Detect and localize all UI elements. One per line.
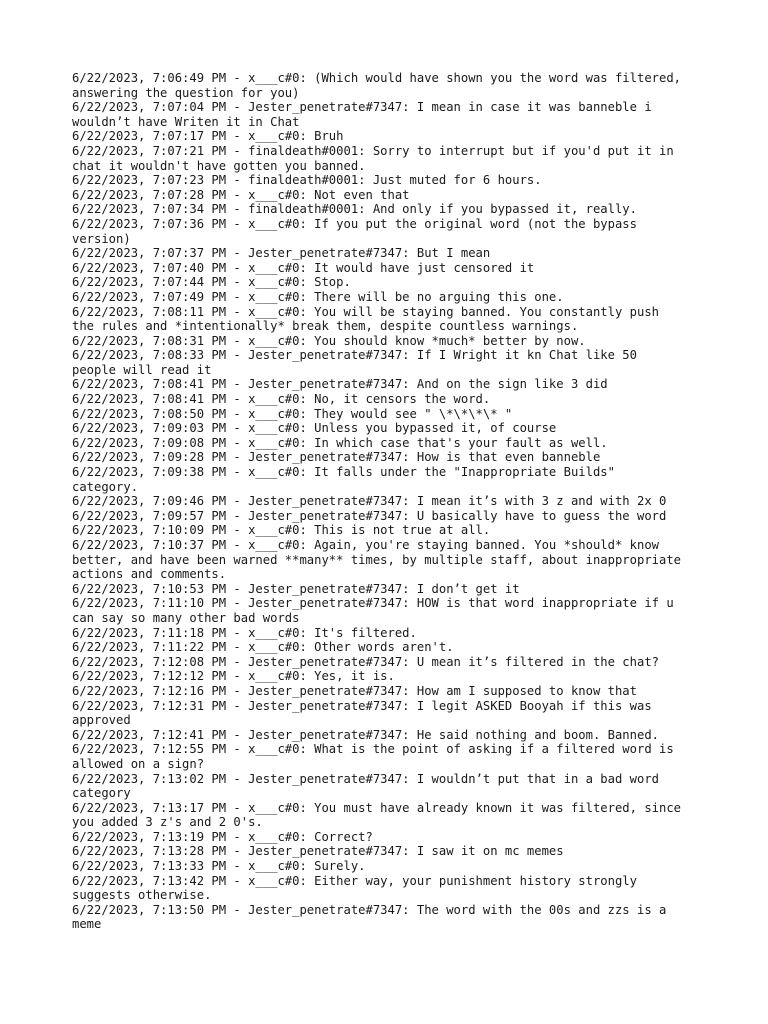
log-line: 6/22/2023, 7:08:41 PM - Jester_penetrate#7347: And on the sign like 3 did (72, 377, 608, 392)
log-line: 6/22/2023, 7:13:33 PM - x___c#0: Surely. (72, 859, 366, 874)
log-line: 6/22/2023, 7:10:09 PM - x___c#0: This is not true at all. (72, 523, 491, 538)
log-line: 6/22/2023, 7:09:46 PM - Jester_penetrate#7347: I mean it’s with 3 z and with 2x 0 (72, 494, 667, 509)
log-line: 6/22/2023, 7:13:02 PM - Jester_penetrate#7347: I wouldn’t put that in a bad word category (72, 771, 659, 801)
log-line: 6/22/2023, 7:09:03 PM - x___c#0: Unless you bypassed it, of course (72, 421, 557, 436)
log-line: 6/22/2023, 7:11:18 PM - x___c#0: It's filtered. (72, 625, 417, 640)
log-line: 6/22/2023, 7:09:57 PM - Jester_penetrate#7347: U basically have to guess the word (72, 508, 667, 523)
log-line: 6/22/2023, 7:07:40 PM - x___c#0: It would have just censored it (72, 260, 535, 275)
log-line: 6/22/2023, 7:08:50 PM - x___c#0: They would see " \*\*\*\* " (72, 406, 513, 421)
log-line: 6/22/2023, 7:07:44 PM - x___c#0: Stop. (72, 275, 351, 290)
log-line: 6/22/2023, 7:12:12 PM - x___c#0: Yes, it is. (72, 669, 395, 684)
log-line: 6/22/2023, 7:13:42 PM - x___c#0: Either way, your punishment history strongly suggests otherwise. (72, 873, 637, 903)
log-line: 6/22/2023, 7:09:28 PM - Jester_penetrate#7347: How is that even banneble (72, 450, 601, 465)
log-line: 6/22/2023, 7:07:17 PM - x___c#0: Bruh (72, 129, 344, 144)
log-line: 6/22/2023, 7:11:10 PM - Jester_penetrate#7347: HOW is that word inappropriate if u can say so many other bad words (72, 596, 674, 625)
log-line: 6/22/2023, 7:13:28 PM - Jester_penetrate#7347: I saw it on mc memes (72, 844, 564, 859)
log-line: 6/22/2023, 7:13:17 PM - x___c#0: You must have already known it was filtered, since you added 3 z's and 2 0's. (72, 800, 682, 830)
log-line: 6/22/2023, 7:08:11 PM - x___c#0: You will be staying banned. You constantly push the rules and *intentionally* break them, despite countless warnings. (72, 304, 659, 334)
log-line: 6/22/2023, 7:07:21 PM - finaldeath#0001: Sorry to interrupt but if you'd put it in chat it wouldn't have gotten you banned. (72, 143, 674, 173)
log-line: 6/22/2023, 7:13:50 PM - Jester_penetrate#7347: The word with the 00s and zzs is a meme (72, 902, 667, 932)
log-line: 6/22/2023, 7:07:37 PM - Jester_penetrate#7347: But I mean (72, 246, 491, 261)
log-line: 6/22/2023, 7:12:55 PM - x___c#0: What is the point of asking if a filtered word is allowed on a sign? (72, 742, 674, 771)
log-line: 6/22/2023, 7:07:28 PM - x___c#0: Not even that (72, 187, 410, 202)
chat-log (72, 71, 712, 932)
log-line: 6/22/2023, 7:10:53 PM - Jester_penetrate#7347: I don’t get it (72, 581, 520, 596)
log-line: 6/22/2023, 7:07:49 PM - x___c#0: There will be no arguing this one. (72, 289, 564, 304)
log-line: 6/22/2023, 7:07:36 PM - x___c#0: If you put the original word (not the bypass version) (72, 216, 637, 246)
log-line: 6/22/2023, 7:12:16 PM - Jester_penetrate#7347: How am I supposed to know that (72, 683, 637, 698)
log-line: 6/22/2023, 7:07:04 PM - Jester_penetrate#7347: I mean in case it was banneble i wouldn’t have Writen it in Chat (72, 100, 652, 129)
log-line: 6/22/2023, 7:07:34 PM - finaldeath#0001: And only if you bypassed it, really. (72, 202, 637, 217)
log-line: 6/22/2023, 7:08:31 PM - x___c#0: You should know *much* better by now. (72, 333, 586, 348)
log-line: 6/22/2023, 7:11:22 PM - x___c#0: Other words aren't. (72, 640, 454, 655)
log-line: 6/22/2023, 7:09:38 PM - x___c#0: It falls under the "Inappropriate Builds" category. (72, 465, 615, 494)
log-line: 6/22/2023, 7:12:31 PM - Jester_penetrate#7347: I legit ASKED Booyah if this was approved (72, 698, 652, 728)
log-line: 6/22/2023, 7:07:23 PM - finaldeath#0001: Just muted for 6 hours. (72, 173, 542, 188)
log-line: 6/22/2023, 7:10:37 PM - x___c#0: Again, you're staying banned. You *should* know better, and have been warned **many** times, by multiple staff, about inappropriate actions and comments. (72, 538, 682, 582)
log-line: 6/22/2023, 7:08:33 PM - Jester_penetrate#7347: If I Wright it kn Chat like 50 people will read it (72, 348, 637, 377)
log-line: 6/22/2023, 7:06:49 PM - x___c#0: (Which would have shown you the word was filtered, answering the question for you) (72, 71, 682, 100)
log-line: 6/22/2023, 7:13:19 PM - x___c#0: Correct? (72, 829, 373, 844)
log-line: 6/22/2023, 7:09:08 PM - x___c#0: In which case that's your fault as well. (72, 435, 608, 450)
log-line: 6/22/2023, 7:08:41 PM - x___c#0: No, it censors the word. (72, 392, 491, 407)
log-line: 6/22/2023, 7:12:08 PM - Jester_penetrate#7347: U mean it’s filtered in the chat? (72, 654, 659, 669)
log-line: 6/22/2023, 7:12:41 PM - Jester_penetrate#7347: He said nothing and boom. Banned. (72, 727, 659, 742)
